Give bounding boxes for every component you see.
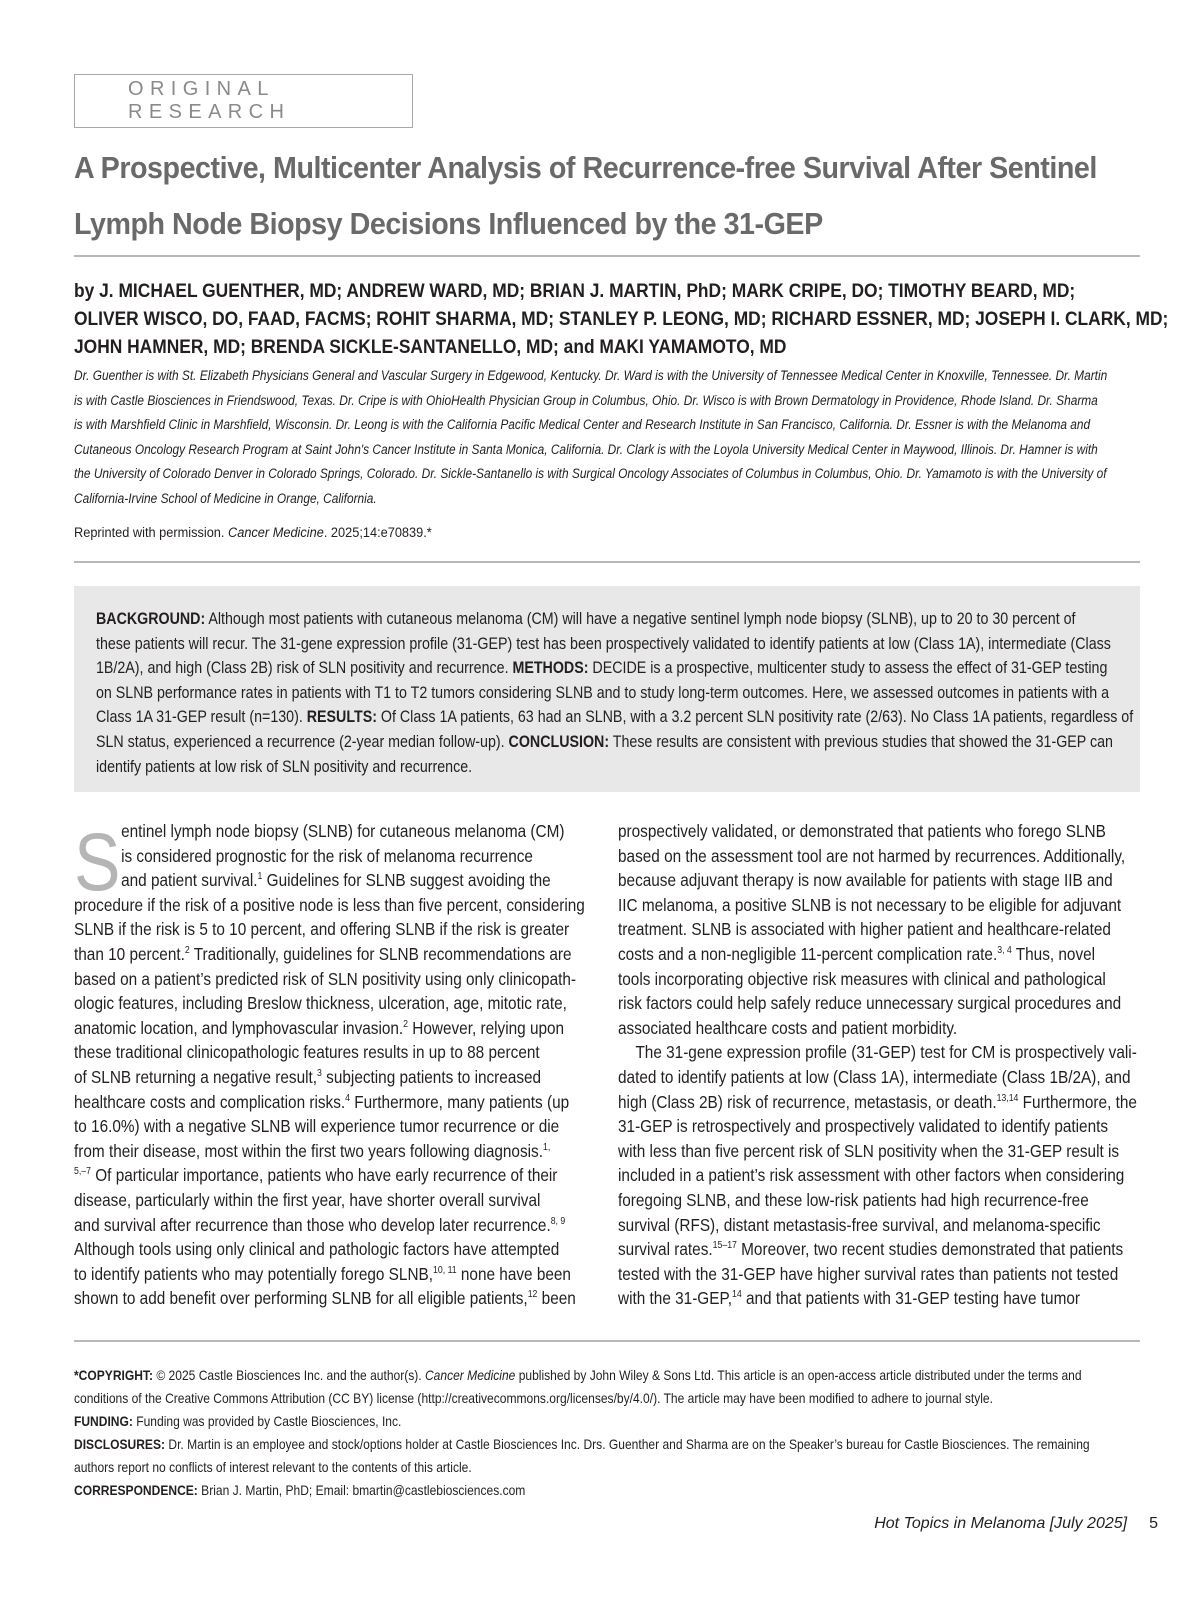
running-footer bbox=[838, 1515, 1158, 1533]
body-text-run: Moreover, two recent studies demonstrated that patients bbox=[736, 1239, 1124, 1260]
reference-marker: 1 bbox=[257, 871, 263, 883]
abstract-box bbox=[74, 586, 1140, 792]
footnote-line: conditions of the Creative Commons Attribution (CC BY) license (http://creativecommons.org/licenses/by/4.0/). The article may have been modified to adhere to journal style. bbox=[74, 1391, 993, 1407]
correspondence-label: CORRESPONDENCE: bbox=[74, 1483, 198, 1499]
body-text-run: than 10 percent. bbox=[74, 943, 185, 964]
author-affiliations bbox=[74, 364, 1108, 511]
reprint-notice bbox=[74, 523, 432, 543]
author-line: JOHN HAMNER, MD; BRENDA SICKLE-SANTANELLO, MD; and MAKI YAMAMOTO, MD bbox=[74, 337, 787, 358]
body-line: based on a patient’s predicted risk of SLN positivity using only clinicopath- bbox=[74, 968, 577, 989]
abstract-text-run: SLN status, experienced a recurrence (2-year median follow-up). bbox=[96, 732, 509, 751]
body-line: foregoing SLNB, and these low-risk patients had high recurrence-free bbox=[618, 1189, 1089, 1210]
body-text-run: costs and a non-negligible 11-percent complication rate. bbox=[618, 943, 998, 964]
body-line: 31-GEP is retrospectively and prospectively validated to identify patients bbox=[618, 1116, 1109, 1137]
body-line: to 16.0%) with a negative SLNB will experience tumor recurrence or die bbox=[74, 1116, 560, 1137]
body-line: survival (RFS), distant metastasis-free survival, and melanoma-specific bbox=[618, 1214, 1101, 1235]
affiliation-line: is with Marshfield Clinic in Marshfield, Wisconsin. Dr. Leong is with the California Pacific Medical Center and Research Institute in San Francisco, California. Dr. Essner is with the Melanoma and bbox=[74, 417, 1091, 432]
body-text-run: high (Class 2B) risk of recurrence, metastasis, or death. bbox=[618, 1091, 997, 1112]
body-line: dated to identify patients at low (Class 1A), intermediate (Class 1B/2A), and bbox=[618, 1066, 1131, 1087]
body-line: is considered prognostic for the risk of melanoma recurrence bbox=[121, 845, 533, 866]
body-line: disease, particularly within the first year, have shorter overall survival bbox=[74, 1189, 541, 1210]
body-line: risk factors could help safely reduce unnecessary surgical procedures and bbox=[618, 993, 1122, 1014]
abstract-line: identify patients at low risk of SLN positivity and recurrence. bbox=[96, 757, 473, 776]
footer-journal: Hot Topics in Melanoma [July 2025] bbox=[874, 1515, 1128, 1532]
body-line: tested with the 31-GEP have higher survival rates than patients not tested bbox=[618, 1263, 1119, 1284]
reference-marker: 1, bbox=[542, 1141, 551, 1153]
reference-marker: 13,14 bbox=[996, 1092, 1019, 1104]
body-line: ologic features, including Breslow thickness, ulceration, age, mitotic rate, bbox=[74, 993, 567, 1014]
body-line: included in a patient’s risk assessment with other factors when considering bbox=[618, 1165, 1125, 1186]
abstract-text bbox=[96, 607, 1134, 779]
abstract-line: these patients will recur. The 31-gene expression profile (31-GEP) test has been prospectively validated to identify patients at low (Class 1A), intermediate (Class bbox=[96, 634, 1111, 653]
reprint-suffix: . 2025;14:e70839.* bbox=[323, 525, 432, 541]
reference-marker: 3, 4 bbox=[997, 944, 1012, 956]
footnote-text-run: © 2025 Castle Biosciences Inc. and the author(s). bbox=[152, 1368, 425, 1383]
body-text-run: Traditionally, guidelines for SLNB recommendations are bbox=[189, 943, 572, 964]
body-text-run: of SLNB returning a negative result, bbox=[74, 1066, 318, 1087]
body-text-run: healthcare costs and complication risks. bbox=[74, 1091, 346, 1112]
copyright-label: *COPYRIGHT: bbox=[74, 1368, 153, 1383]
conclusion-label: CONCLUSION: bbox=[508, 732, 610, 751]
results-label: RESULTS: bbox=[306, 708, 377, 727]
body-line: Although tools using only clinical and pathologic factors have attempted bbox=[74, 1239, 560, 1260]
body-line: associated healthcare costs and patient morbidity. bbox=[618, 1017, 958, 1038]
body-text-run: from their disease, most within the first two years following diagnosis. bbox=[74, 1140, 543, 1161]
reprint-journal: Cancer Medicine bbox=[227, 525, 324, 541]
section-label-box bbox=[74, 74, 413, 128]
body-text-run: anatomic location, and lymphovascular invasion. bbox=[74, 1017, 404, 1038]
footnotes bbox=[74, 1364, 1130, 1503]
reference-marker: 14 bbox=[732, 1289, 742, 1301]
abstract-text-run: Although most patients with cutaneous melanoma (CM) will have a negative sentinel lymph node biopsy (SLNB), up to 20 to 30 percent of bbox=[205, 610, 1076, 628]
author-list bbox=[74, 278, 1169, 362]
footnote-text-run: Funding was provided by Castle Biosciences, Inc. bbox=[132, 1414, 402, 1430]
body-text-run: none have been bbox=[456, 1263, 571, 1284]
reference-marker: 8, 9 bbox=[550, 1215, 566, 1227]
body-line: entinel lymph node biopsy (SLNB) for cutaneous melanoma (CM) bbox=[121, 821, 565, 841]
body-text-run: survival rates. bbox=[618, 1239, 713, 1260]
body-text-run: and that patients with 31-GEP testing have tumor bbox=[741, 1288, 1080, 1309]
body-line: tools incorporating objective risk measures with clinical and pathological bbox=[618, 968, 1106, 989]
footnote-divider bbox=[74, 1340, 1140, 1342]
funding-label: FUNDING: bbox=[74, 1414, 133, 1430]
body-text-run: However, relying upon bbox=[408, 1017, 565, 1038]
reference-marker: 2 bbox=[184, 944, 190, 956]
body-text-run: shown to add benefit over performing SLNB for all eligible patients, bbox=[74, 1288, 528, 1309]
body-text-run: Of particular importance, patients who have early recurrence of their bbox=[90, 1165, 558, 1186]
methods-label: METHODS: bbox=[512, 659, 589, 678]
body-text-run: Guidelines for SLNB suggest avoiding the bbox=[262, 870, 551, 891]
author-line: OLIVER WISCO, DO, FAAD, FACMS; ROHIT SHARMA, MD; STANLEY P. LEONG, MD; RICHARD ESSNER, MD; JOSEPH I. CLARK, MD; bbox=[74, 309, 1169, 330]
reference-marker: 4 bbox=[345, 1092, 351, 1104]
body-text-run: and patient survival. bbox=[121, 870, 258, 891]
disclosures-label: DISCLOSURES: bbox=[74, 1437, 166, 1453]
reference-marker: 2 bbox=[403, 1018, 409, 1030]
header-divider bbox=[74, 561, 1140, 563]
title-line: Lymph Node Biopsy Decisions Influenced by the 31-GEP bbox=[74, 207, 823, 241]
abstract-text-run: These results are consistent with previous studies that showed the 31-GEP can bbox=[609, 732, 1113, 751]
affiliation-line: the University of Colorado Denver in Colorado Springs, Colorado. Dr. Sickle-Santanello is with Surgical Oncology Associates of Columbus in Columbus, Ohio. Dr. Yamamoto is with the University of bbox=[74, 466, 1107, 481]
body-line: IIC melanoma, a positive SLNB is not necessary to be eligible for adjuvant bbox=[618, 894, 1122, 915]
body-line: prospectively validated, or demonstrated that patients who forego SLNB bbox=[618, 821, 1106, 841]
body-text-run: been bbox=[537, 1288, 576, 1309]
body-line: with less than five percent risk of SLN positivity when the 31-GEP result is bbox=[618, 1140, 1120, 1161]
body-line: treatment. SLNB is associated with higher patient and healthcare-related bbox=[618, 919, 1111, 940]
body-line: because adjuvant therapy is now available for patients with stage IIB and bbox=[618, 870, 1113, 891]
body-line: these traditional clinicopathologic features results in up to 88 percent bbox=[74, 1042, 540, 1063]
background-label: BACKGROUND: bbox=[96, 610, 206, 628]
affiliation-line: Cutaneous Oncology Research Program at Saint John's Cancer Institute in Santa Monica, California. Dr. Clark is with the Loyola University Medical Center in Maywood, Illinois. Dr. Hamner is with bbox=[74, 441, 1098, 457]
footnote-line: authors report no conflicts of interest relevant to the contents of this article. bbox=[74, 1460, 472, 1476]
reprint-prefix: Reprinted with permission. bbox=[74, 525, 228, 541]
affiliation-line: California-Irvine School of Medicine in Orange, California. bbox=[74, 490, 377, 506]
abstract-text-run: Of Class 1A patients, 63 had an SLNB, with a 3.2 percent SLN positivity rate (2/63). No Class 1A patients, regardless of bbox=[376, 708, 1134, 727]
reference-marker: 10, 11 bbox=[433, 1264, 457, 1276]
abstract-text-run: Class 1A 31-GEP result (n=130). bbox=[96, 708, 307, 727]
abstract-text-run: 1B/2A), and high (Class 2B) risk of SLN positivity and recurrence. bbox=[96, 659, 513, 678]
body-text-run: with the 31-GEP, bbox=[618, 1288, 733, 1309]
body-text-run: and survival after recurrence than those who develop later recurrence. bbox=[74, 1214, 551, 1235]
body-line: based on the assessment tool are not harmed by recurrences. Additionally, bbox=[618, 845, 1126, 866]
abstract-line: on SLNB performance rates in patients with T1 to T2 tumors considering SLNB and to study long-term outcomes. Here, we assessed outcomes in patients with a bbox=[96, 683, 1110, 702]
body-column-left bbox=[74, 819, 585, 1311]
body-line: The 31-gene expression profile (31-GEP) test for CM is prospectively vali- bbox=[635, 1042, 1137, 1063]
footnote-text-run: Dr. Martin is an employee and stock/options holder at Castle Biosciences Inc. Drs. Guenther and Sharma are on the Speaker’s bureau for Castle Biosciences. The remaining bbox=[165, 1437, 1090, 1453]
section-label: ORIGINAL RESEARCH bbox=[128, 78, 291, 123]
body-line: procedure if the risk of a positive node is less than five percent, considering bbox=[74, 894, 585, 915]
body-text-run: Furthermore, the bbox=[1018, 1091, 1137, 1112]
body-line: SLNB if the risk is 5 to 10 percent, and offering SLNB if the risk is greater bbox=[74, 919, 570, 940]
article-title bbox=[74, 140, 1097, 252]
body-text-run: Thus, novel bbox=[1011, 943, 1096, 964]
title-line: A Prospective, Multicenter Analysis of Recurrence-free Survival After Sentinel bbox=[74, 151, 1097, 185]
abstract-text-run: DECIDE is a prospective, multicenter study to assess the effect of 31-GEP testing bbox=[588, 659, 1108, 678]
reference-marker: 3 bbox=[317, 1067, 322, 1079]
body-column-right bbox=[618, 819, 1137, 1311]
footnote-text-run: published by John Wiley & Sons Ltd. This article is an open-access article distributed under the terms and bbox=[515, 1368, 1082, 1383]
reference-marker: 5,–7 bbox=[74, 1166, 91, 1178]
reference-marker: 12 bbox=[527, 1289, 538, 1301]
page-number: 5 bbox=[1149, 1515, 1158, 1532]
body-text-run: to identify patients who may potentially forego SLNB, bbox=[74, 1263, 434, 1284]
author-line: by J. MICHAEL GUENTHER, MD; ANDREW WARD, MD; BRIAN J. MARTIN, PhD; MARK CRIPE, DO; TIMOTHY BEARD, MD; bbox=[74, 281, 1076, 302]
body-text-run: Furthermore, many patients (up bbox=[350, 1091, 570, 1112]
body-text-run: subjecting patients to increased bbox=[321, 1066, 542, 1087]
drop-cap: S bbox=[74, 817, 121, 908]
affiliation-line: is with Castle Biosciences in Friendswood, Texas. Dr. Cripe is with OhioHealth Physician Group in Columbus, Ohio. Dr. Wisco is with Brown Dermatology in Providence, Rhode Island. Dr. Sharma bbox=[74, 392, 1098, 408]
footnote-text-run: Brian J. Martin, PhD; Email: bmartin@castlebiosciences.com bbox=[197, 1483, 526, 1499]
copyright-journal: Cancer Medicine bbox=[424, 1368, 516, 1383]
affiliation-line: Dr. Guenther is with St. Elizabeth Physicians General and Vascular Surgery in Edgewood, Kentucky. Dr. Ward is with the University of Tennessee Medical Center in Knoxville, Tennessee. Dr. Martin bbox=[74, 368, 1108, 383]
title-divider bbox=[74, 255, 1140, 257]
reference-marker: 15–17 bbox=[712, 1240, 737, 1252]
